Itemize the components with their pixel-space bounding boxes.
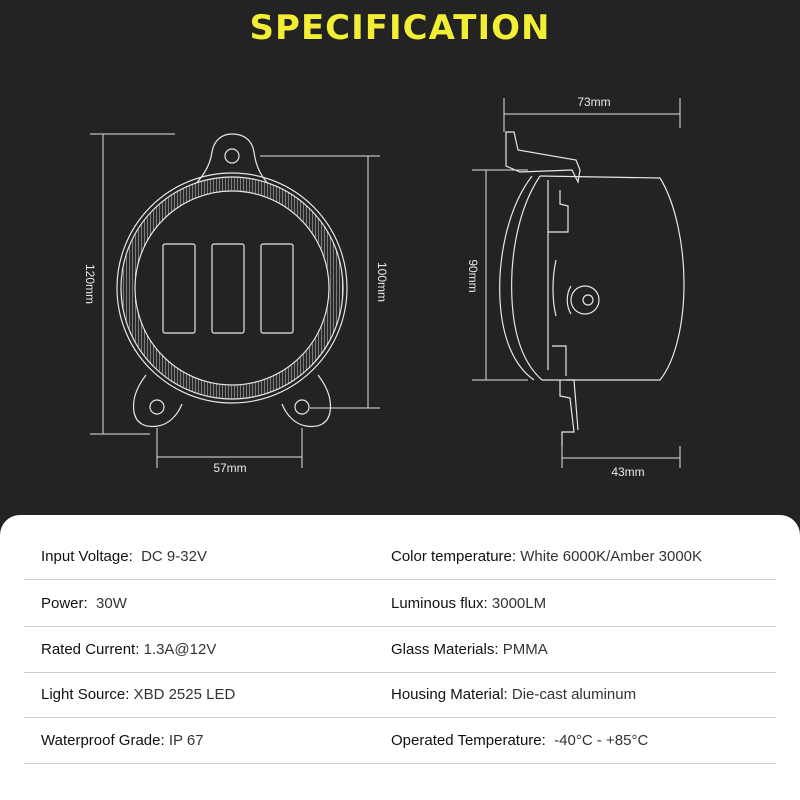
dim-front-inner: 100mm xyxy=(375,261,389,303)
spec-right-cell xyxy=(391,535,702,579)
front-view xyxy=(117,134,347,426)
spec-value: 3000LM xyxy=(491,595,547,612)
spec-left-cell xyxy=(41,628,216,672)
spec-value: DC 9-32V xyxy=(141,548,207,565)
dim-side-height: 90mm xyxy=(466,259,480,293)
spec-value: White 6000K/Amber 3000K xyxy=(520,548,703,565)
dim-front-bottom: 57mm xyxy=(213,461,247,475)
led-block-left xyxy=(163,244,195,333)
dim-front-height: 120mm xyxy=(83,263,97,305)
spec-value: 1.3A@12V xyxy=(143,641,217,658)
spec-left-cell xyxy=(41,719,204,763)
spec-right-cell xyxy=(391,673,636,717)
spec-value: XBD 2525 LED xyxy=(133,686,236,703)
spec-right-cell xyxy=(391,719,648,763)
dim-side-width: 73mm xyxy=(577,95,611,109)
spec-panel xyxy=(0,515,800,800)
spec-row xyxy=(24,719,776,764)
front-outer-ring xyxy=(117,173,347,403)
spec-value: PMMA xyxy=(502,641,548,658)
side-knob xyxy=(571,286,599,314)
spec-label: Power: xyxy=(41,595,88,612)
dim-side-bottom: 43mm xyxy=(611,465,645,479)
side-body xyxy=(540,176,684,380)
spec-left-cell xyxy=(41,535,207,579)
side-lens xyxy=(500,176,534,380)
side-bracket-top xyxy=(506,132,580,182)
side-view xyxy=(500,132,684,446)
spec-value: -40°C - +85°C xyxy=(554,732,649,749)
spec-label: Operated Temperature: xyxy=(391,732,546,749)
spec-left-cell xyxy=(41,673,235,717)
front-halo-ring xyxy=(128,184,336,392)
spec-row xyxy=(24,582,776,627)
spec-value: IP 67 xyxy=(168,732,204,749)
spec-label: Glass Materials: xyxy=(391,641,499,658)
spec-value: Die-cast aluminum xyxy=(511,686,637,703)
spec-row xyxy=(24,628,776,673)
side-bracket-bottom xyxy=(560,380,574,446)
front-right-hole xyxy=(295,400,309,414)
spec-value: 30W xyxy=(96,595,127,612)
page-title: SPECIFICATION xyxy=(249,8,551,48)
spec-label: Light Source: xyxy=(41,686,130,703)
led-block-right xyxy=(261,244,293,333)
spec-left-cell xyxy=(41,582,127,626)
spec-right-cell xyxy=(391,582,546,626)
spec-label: Color temperature: xyxy=(391,548,517,565)
front-left-hole xyxy=(150,400,164,414)
spec-right-cell xyxy=(391,628,548,672)
spec-label: Rated Current: xyxy=(41,641,140,658)
spec-label: Housing Material: xyxy=(391,686,508,703)
spec-row xyxy=(24,673,776,718)
led-block-center xyxy=(212,244,244,333)
spec-label: Luminous flux: xyxy=(391,595,488,612)
spec-row xyxy=(24,535,776,580)
spec-label: Input Voltage: xyxy=(41,548,133,565)
front-top-hole xyxy=(225,149,239,163)
spec-label: Waterproof Grade: xyxy=(41,732,165,749)
